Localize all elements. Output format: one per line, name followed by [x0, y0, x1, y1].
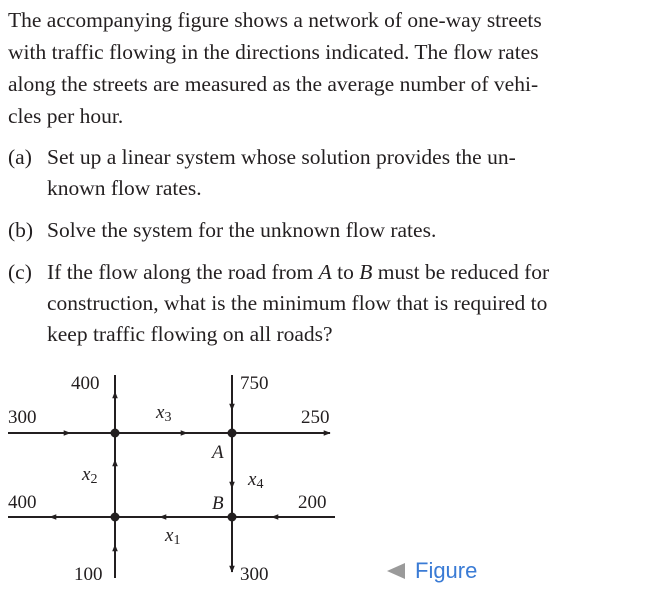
part-b-text: Solve the system for the unknown flow rates. — [47, 218, 437, 242]
node-bottom-left — [111, 513, 120, 522]
node-label-b: B — [212, 493, 224, 514]
part-c-text: If the flow along the road from A to B must be reduced for — [47, 260, 550, 284]
problem-intro — [8, 4, 648, 132]
flow-label-top-left-out: 400 — [71, 373, 100, 394]
part-c — [8, 257, 648, 350]
flow-label-bottom-left-in: 100 — [74, 564, 103, 585]
var-x1: x1 — [165, 525, 181, 548]
part-a-text: known flow rates. — [47, 176, 202, 200]
part-b — [8, 215, 648, 246]
intro-line: with traffic flowing in the directions indicated. The flow rates — [8, 40, 539, 64]
flow-label-left-top-in: 300 — [8, 407, 37, 428]
part-c-text: construction, what is the minimum flow that is required to — [47, 291, 548, 315]
flow-label-left-bottom-out: 400 — [8, 492, 37, 513]
intro-line: along the streets are measured as the average number of vehi- — [8, 72, 539, 96]
intro-line: The accompanying figure shows a network of one-way streets — [8, 8, 542, 32]
part-c-label: (c) — [8, 260, 32, 284]
node-label-a: A — [212, 442, 224, 463]
var-x3: x3 — [156, 402, 172, 425]
flow-label-top-right-in: 750 — [240, 373, 269, 394]
var-x4: x4 — [248, 469, 264, 492]
part-a-label: (a) — [8, 145, 32, 169]
part-a-text: Set up a linear system whose solution provides the un- — [47, 145, 516, 169]
figure-link-label: Figure — [415, 558, 478, 583]
part-c-text: keep traffic flowing on all roads? — [47, 322, 333, 346]
node-b — [228, 513, 237, 522]
intro-line: cles per hour. — [8, 104, 124, 128]
back-triangle-icon — [387, 563, 405, 579]
flow-label-right-bottom-in: 200 — [298, 492, 327, 513]
figure-link[interactable] — [387, 558, 477, 584]
traffic-network-figure — [0, 360, 657, 599]
part-b-label: (b) — [8, 218, 34, 242]
node-top-left — [111, 429, 120, 438]
var-x2: x2 — [82, 464, 98, 487]
flow-label-bottom-right-out: 300 — [240, 564, 269, 585]
node-a — [228, 429, 237, 438]
part-a — [8, 142, 648, 204]
flow-label-right-top-out: 250 — [301, 407, 330, 428]
